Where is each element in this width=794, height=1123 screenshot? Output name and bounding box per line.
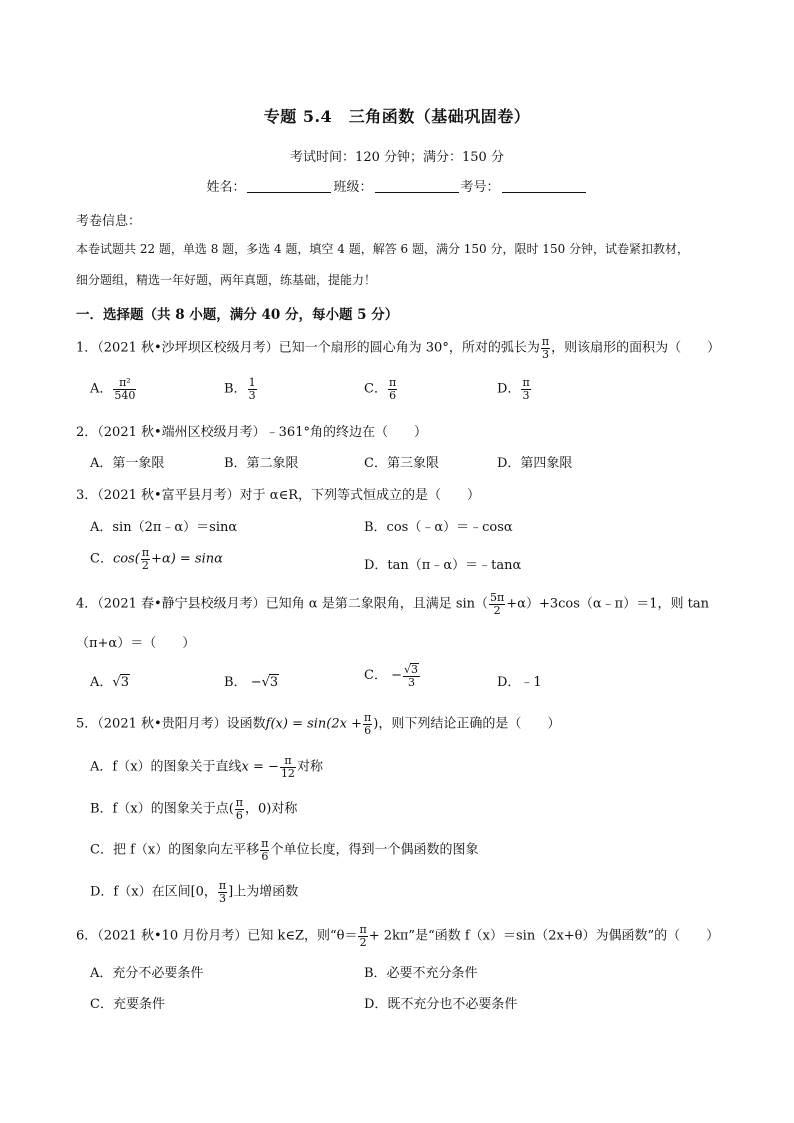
- option-text: 对称: [296, 759, 323, 775]
- option-text: B．f（x）的图象关于点(: [90, 801, 234, 817]
- class-field[interactable]: [375, 180, 459, 193]
- q3-option-c[interactable]: [90, 547, 223, 571]
- option-text: 个单位长度，得到一个偶函数的图象: [270, 842, 479, 858]
- option-text: ]上为增函数: [228, 884, 299, 900]
- q4-stem-mid: +α）+3cos（α﹣π）＝1，则 tan: [506, 596, 709, 612]
- q5-option-b[interactable]: [90, 797, 297, 821]
- q1-option-d[interactable]: [497, 377, 532, 401]
- q5-stem-text: 5．（2021 秋•贵阳月考）设函数: [76, 716, 266, 732]
- frac-num: π: [359, 923, 367, 936]
- formula-text: +α) = sinα: [151, 551, 223, 567]
- q1-arc-fraction: [541, 336, 550, 360]
- option-label: B．: [224, 381, 247, 397]
- frac-num: π: [261, 837, 269, 850]
- frac-den: 2: [141, 558, 149, 572]
- q1-option-b[interactable]: [224, 377, 258, 401]
- q4-option-c[interactable]: [364, 663, 421, 688]
- option-text: A．f（x）的图象关于直线: [90, 759, 242, 775]
- option-fraction: [141, 547, 150, 571]
- frac-num: π: [235, 796, 244, 809]
- q2-option-b[interactable]: B．第二象限: [224, 456, 299, 471]
- q4-option-a[interactable]: A．√3: [90, 675, 129, 690]
- q3-option-a[interactable]: A．sin（2π﹣α）＝sinα: [90, 520, 238, 535]
- frac-num: π: [141, 546, 150, 559]
- q6-option-c[interactable]: C．充要条件: [90, 997, 165, 1012]
- frac-num: π: [218, 879, 227, 892]
- formula-text: cos(: [112, 551, 140, 567]
- question-5-stem: [76, 712, 560, 736]
- frac-den: 6: [364, 723, 372, 737]
- frac-num: π: [280, 755, 296, 768]
- frac-den: 3: [522, 388, 530, 402]
- q1-option-c[interactable]: [364, 377, 398, 401]
- frac-den: 2: [359, 935, 367, 949]
- frac-den: 3: [248, 388, 256, 402]
- q2-option-d[interactable]: D．第四象限: [497, 456, 573, 471]
- sqrt-value: 3: [120, 675, 129, 690]
- option-label: A．: [90, 675, 113, 690]
- option-fraction: [248, 377, 257, 401]
- function-formula: f(x) = sin(2x +: [265, 716, 363, 732]
- student-info-line: [0, 176, 794, 195]
- frac-den: 12: [280, 766, 295, 780]
- class-label: 班级：: [333, 180, 373, 195]
- frac-den: 6: [235, 808, 243, 822]
- q5-option-a[interactable]: [90, 755, 323, 779]
- sqrt-value: 3: [269, 675, 279, 690]
- number-label: 考号：: [460, 180, 500, 195]
- option-label: A．: [90, 381, 113, 397]
- name-label: 姓名：: [206, 180, 246, 195]
- section-heading: 一．选择题（共 8 小题，满分 40 分，每小题 5 分）: [76, 307, 399, 323]
- option-fraction: [235, 797, 244, 821]
- q5-option-c[interactable]: [90, 838, 478, 862]
- q5-fraction: [363, 712, 372, 736]
- frac-den: 3: [408, 675, 415, 689]
- option-label: D．: [497, 381, 521, 397]
- option-text: D．f（x）在区间[0，: [90, 884, 217, 900]
- name-field[interactable]: [247, 180, 331, 193]
- page-title: 专题 5.4 三角函数（基础巩固卷）: [263, 107, 531, 126]
- frac-num: 5π: [490, 591, 505, 604]
- frac-den: 3: [219, 891, 227, 905]
- question-2-stem: 2．（2021 秋•端州区校级月考）﹣361°角的终边在（ ）: [76, 425, 427, 440]
- q4-option-b[interactable]: B． −√3: [224, 675, 279, 690]
- question-1-stem: [76, 336, 720, 360]
- q2-option-c[interactable]: C．第三象限: [364, 456, 439, 471]
- q6-option-a[interactable]: A．充分不必要条件: [90, 966, 204, 981]
- option-label: C．: [364, 668, 387, 684]
- exam-time: 考试时间：120 分钟；满分：150 分: [290, 150, 504, 165]
- question-4-stem-cont: （π+α）＝（ ）: [76, 636, 196, 651]
- option-fraction: [280, 755, 296, 779]
- number-field[interactable]: [502, 180, 586, 193]
- option-text: ，0)对称: [245, 801, 298, 817]
- question-3-stem: 3．（2021 秋•富平县月考）对于 α∈R，下列等式恒成立的是（ ）: [76, 488, 480, 503]
- option-fraction: [260, 838, 269, 862]
- question-6-stem: [76, 924, 719, 948]
- q6-stem-tail: + 2kπ”是“函数 f（x）＝sin（2x+θ）为偶函数”的（ ）: [368, 928, 720, 944]
- q1-stem-text: 1．（2021 秋•沙坪坝区校级月考）已知一个扇形的圆心角为 30°，所对的弧长为: [76, 340, 540, 356]
- q4-fraction: [489, 592, 505, 616]
- q4-option-d[interactable]: D．﹣1: [497, 675, 542, 690]
- frac-num: √3: [404, 663, 419, 676]
- q1-stem-tail: ，则该扇形的面积为（ ）: [551, 340, 721, 356]
- question-4-stem: [76, 592, 709, 616]
- q3-option-b[interactable]: B．cos（﹣α）＝﹣cosα: [364, 520, 513, 535]
- frac-num: 1: [248, 376, 256, 389]
- option-label: C．: [364, 381, 387, 397]
- q6-option-d[interactable]: D．既不充分也不必要条件: [364, 997, 518, 1012]
- option-fraction: [403, 663, 420, 688]
- q6-option-b[interactable]: B．必要不充分条件: [364, 966, 478, 981]
- minus-sign: −: [391, 668, 402, 684]
- q3-option-d[interactable]: D．tan（π﹣α）＝﹣tanα: [364, 558, 522, 573]
- frac-num: π: [388, 376, 397, 389]
- frac-den: 2: [493, 603, 501, 617]
- info-heading: 考卷信息：: [76, 214, 142, 229]
- frac-num: π: [364, 711, 372, 724]
- info-line-1: 本卷试题共 22 题，单选 8 题，多选 4 题，填空 4 题，解答 6 题，满分 150 分，限时 150 分钟，试卷紧扣教材，: [76, 242, 690, 256]
- option-fraction: [388, 377, 397, 401]
- option-label: B．: [224, 675, 247, 690]
- frac-den: 540: [114, 388, 136, 402]
- frac-num: π: [522, 376, 530, 389]
- option-label: C．: [90, 551, 113, 567]
- q5-stem-tail: )，则下列结论正确的是（ ）: [373, 716, 561, 732]
- frac-num: π²: [113, 377, 136, 390]
- q5-option-d[interactable]: [90, 880, 298, 904]
- info-line-2: 细分题组，精选一年好题，两年真题，练基础，提能力！: [76, 273, 377, 287]
- frac-den: 3: [541, 347, 549, 361]
- q2-option-a[interactable]: A．第一象限: [90, 456, 165, 471]
- minus-sign: −: [250, 675, 262, 690]
- sqrt-value: 3: [411, 663, 419, 676]
- frac-den: 6: [261, 849, 269, 863]
- option-fraction: [521, 377, 530, 401]
- option-fraction: [113, 377, 136, 401]
- q6-fraction: [358, 924, 367, 948]
- q4-stem-text: 4．（2021 春•静宁县校级月考）已知角 α 是第二象限角，且满足 sin（: [76, 596, 489, 612]
- formula-text: x = −: [241, 759, 279, 775]
- q6-stem-text: 6．（2021 秋•10 月份月考）已知 k∈Z，则“θ＝: [76, 928, 358, 944]
- q1-option-a[interactable]: [90, 377, 137, 401]
- option-text: C．把 f（x）的图象向左平移: [90, 842, 260, 858]
- frac-den: 6: [389, 388, 397, 402]
- option-fraction: [218, 880, 227, 904]
- frac-num: π: [541, 335, 550, 348]
